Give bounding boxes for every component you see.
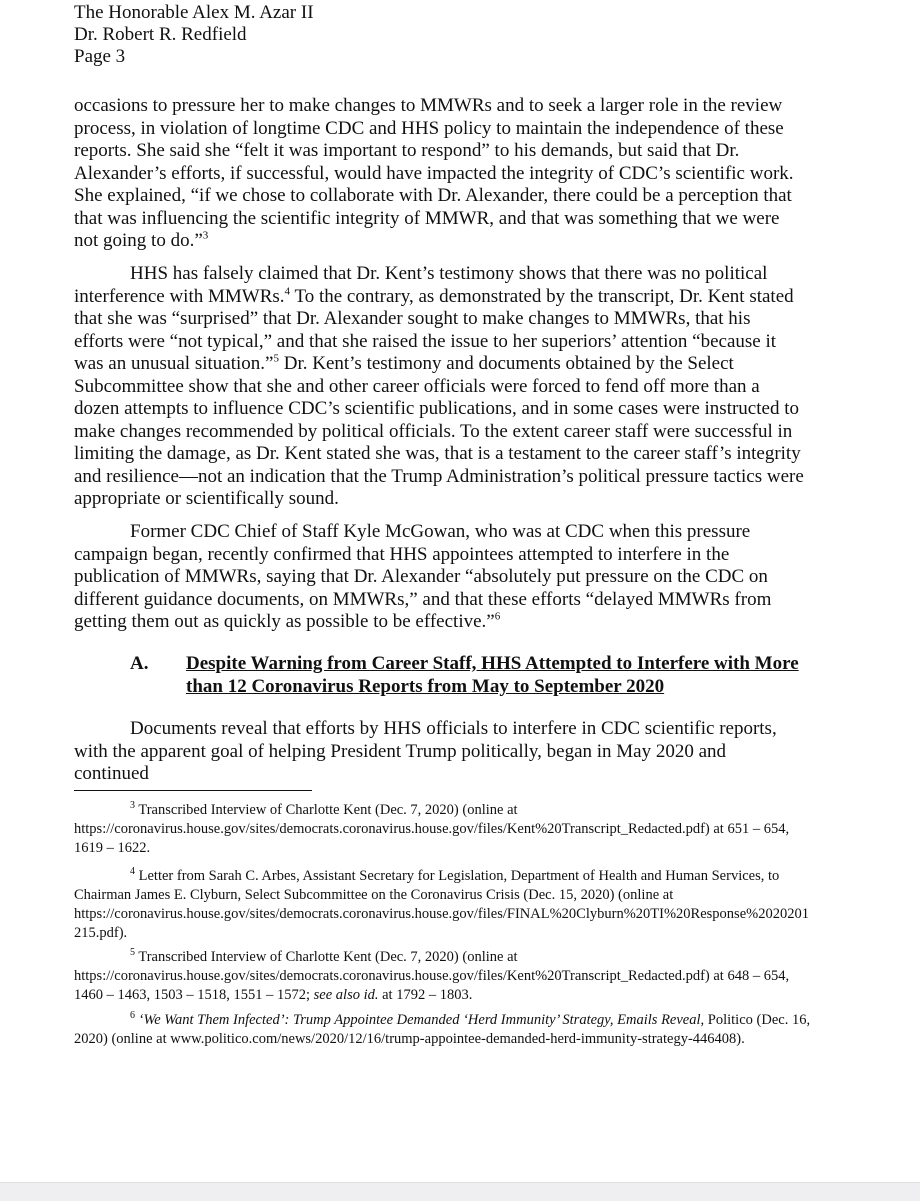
footnote-4 <box>74 867 814 943</box>
paragraph-3 <box>74 521 804 634</box>
footnote-ref-6: 6 <box>494 610 501 623</box>
header-addressee-1: The Honorable Alex M. Azar II <box>74 2 314 23</box>
footnote-4-number: 4 <box>130 866 135 878</box>
footnote-6-text-italic: ‘We Want Them Infected’: Trump Appointee Demanded ‘Herd Immunity’ Strategy, Emails Reveal <box>138 1012 701 1028</box>
footnote-5 <box>74 948 814 1005</box>
footnote-ref-3: 3 <box>202 229 209 242</box>
section-title: Despite Warning from Career Staff, HHS Attempted to Interfere with More than 12 Coronavirus Reports from May to September 2020 <box>186 653 799 697</box>
footnote-4-text: Letter from Sarah C. Arbes, Assistant Secretary for Legislation, Department of Health and Human Services, to Chairman James E. Clyburn, Select Subcommittee on the Coronavirus Crisis (Dec. 15, 2020) (online at https://coronavirus.house.gov/sites/democrats.coronavirus.house.gov/files/FINAL%20Clyburn%20TI%20Response%2020201215.pdf). <box>74 868 809 941</box>
footnote-3-text: Transcribed Interview of Charlotte Kent (Dec. 7, 2020) (online at https://coronavirus.house.gov/sites/democrats.coronavirus.house.gov/files/Kent%20Transcript_Redacted.pdf) at 651 – 654, 1619 – 1622. <box>74 802 790 856</box>
footnote-5-number: 5 <box>130 947 135 959</box>
letter-header <box>74 2 314 68</box>
footnote-6-text: , Politico (Dec. 16, 2020) (online at www.politico.com/news/2020/12/16/trump-appointee-demanded-herd-immunity-strategy-446408). <box>74 1012 811 1047</box>
footnote-5-text-a: Transcribed Interview of Charlotte Kent (Dec. 7, 2020) (online at https://coronavirus.house.gov/sites/democrats.coronavirus.house.gov/files/Kent%20Transcript_Redacted.pdf) at 648 – 654, 1460 – 1463, 1503 – 1518, 1551 – 1572; <box>74 949 790 1003</box>
footnote-divider <box>74 790 312 791</box>
header-addressee-2: Dr. Robert R. Redfield <box>74 24 247 45</box>
header-page-number: Page 3 <box>74 46 126 67</box>
paragraph-4-text: Documents reveal that efforts by HHS officials to interfere in CDC scientific reports, with the apparent goal of helping President Trump politically, began in May 2020 and continued <box>74 718 777 784</box>
section-letter: A. <box>130 653 149 674</box>
paragraph-1 <box>74 95 804 253</box>
footnote-6-number: 6 <box>130 1010 135 1022</box>
footnote-3-number: 3 <box>130 800 135 812</box>
footnote-5-text-b: at 1792 – 1803. <box>378 987 473 1003</box>
footnote-3 <box>74 801 814 858</box>
paragraph-3-text: Former CDC Chief of Staff Kyle McGowan, who was at CDC when this pressure campaign began, recently confirmed that HHS appointees attempted to interfere in the publication of MMWRs, saying that Dr. Alexander “absolutely put pressure on the CDC on different guidance documents, on MMWRs,” and that these efforts “delayed MMWRs from getting them out as quickly as possible to be effective.” <box>74 521 772 632</box>
footnote-ref-4: 4 <box>284 285 291 298</box>
paragraph-1-text: occasions to pressure her to make changes to MMWRs and to seek a larger role in the review process, in violation of longtime CDC and HHS policy to maintain the independence of these reports. She said she “felt it was important to respond” to his demands, but said that Dr. Alexander’s efforts, if successful, would have impacted the integrity of CDC’s scientific work. She explained, “if we chose to collaborate with Dr. Alexander, there could be a perception that that was influencing the scientific integrity of MMWR, and that was something that we were not going to do.” <box>74 95 794 251</box>
footnote-5-text-italic: see also id. <box>313 987 379 1003</box>
paragraph-2-text-a: HHS has falsely claimed that Dr. Kent’s testimony shows that there was no political interference with MMWRs. <box>74 263 768 307</box>
paragraph-2-text-b: To the contrary, as demonstrated by the transcript, Dr. Kent stated that she was “surprised” that Dr. Alexander sought to make changes to MMWRs, that his efforts were “not typical,” and that she raised the issue to her superiors’ attention “because it was an unusual situation.” <box>74 285 794 374</box>
viewer-bottom-edge <box>0 1182 920 1201</box>
footnote-ref-5: 5 <box>273 352 279 365</box>
paragraph-4 <box>74 718 804 786</box>
paragraph-2 <box>74 263 804 511</box>
paragraph-2-text-c: Dr. Kent’s testimony and documents obtained by the Select Subcommittee show that she and other career officials were forced to fend off more than a dozen attempts to influence CDC’s scientific publications, and in some cases were instructed to make changes recommended by political officials. To the extent career staff were successful in limiting the damage, as Dr. Kent stated she was, that is a testament to the career staff’s integrity and resilience—not an indication that the Trump Administration’s political pressure tactics were appropriate or scientifically sound. <box>74 353 804 509</box>
footnote-6 <box>74 1011 814 1049</box>
